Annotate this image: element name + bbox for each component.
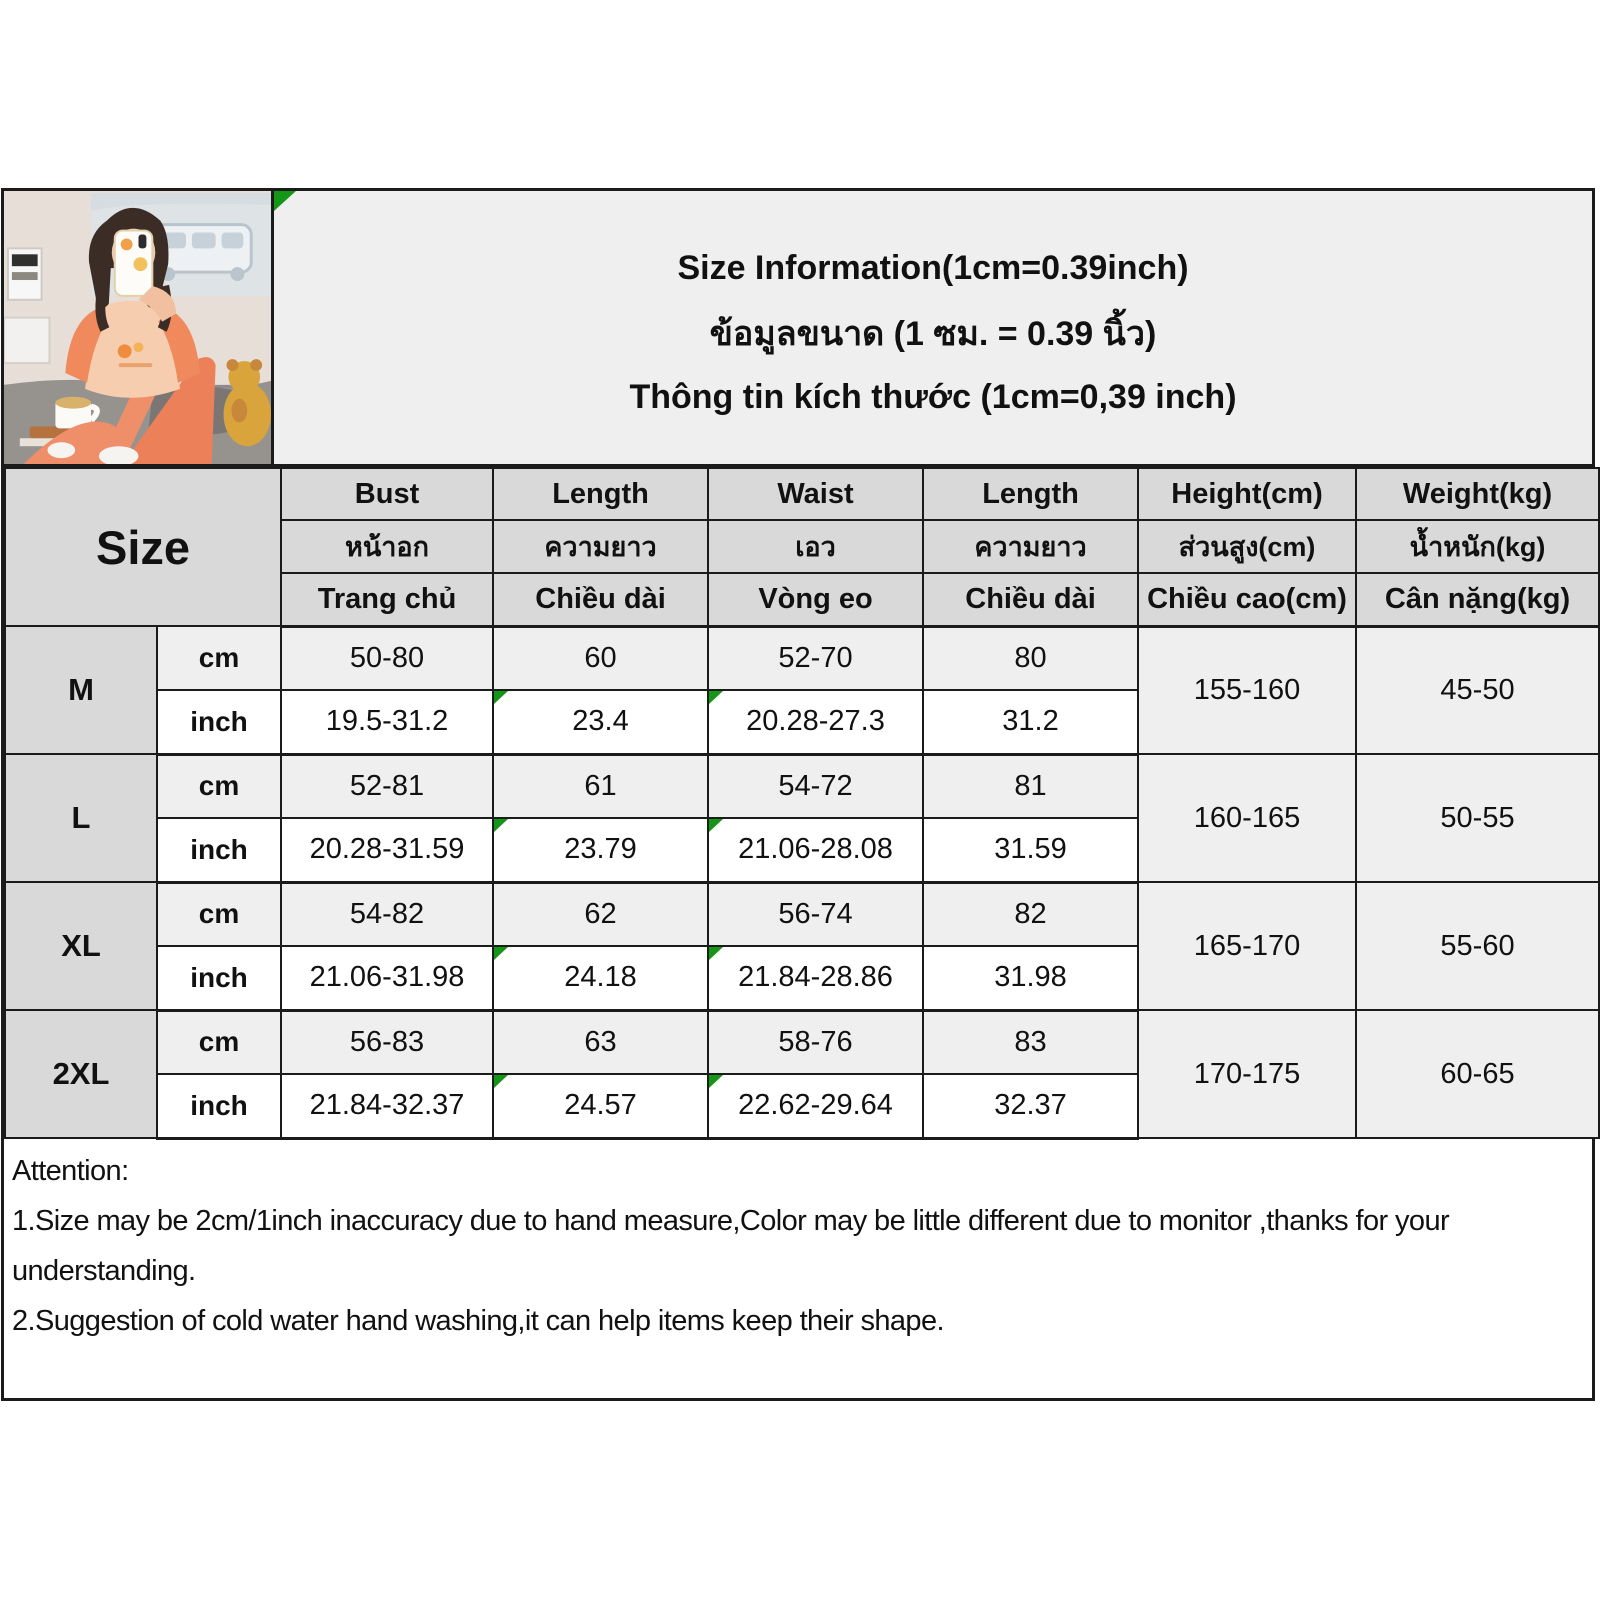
measurement-value: 24.57 (564, 1089, 637, 1122)
col-header-weight-vi: Cân nặng(kg) (1356, 573, 1599, 626)
weight-cell: 45-50 (1356, 626, 1599, 754)
unit-inch: inch (157, 818, 281, 882)
product-photo-illustration (4, 191, 271, 464)
product-photo (4, 191, 274, 464)
measurement-cell (708, 818, 923, 882)
col-header-length-vi: Chiều dài (493, 573, 708, 626)
measurement-cell: 56-74 (708, 882, 923, 946)
measurement-cell (493, 690, 708, 754)
col-header-length-en: Length (493, 468, 708, 520)
measurement-value: 22.62-29.64 (738, 1089, 893, 1122)
measurement-cell (708, 690, 923, 754)
title-english: Size Information(1cm=0.39inch) (677, 248, 1189, 287)
excel-error-marker-icon (709, 819, 723, 832)
size-header: Size (5, 468, 281, 626)
measurement-cell: 56-83 (281, 1010, 493, 1074)
attention-notes (4, 1140, 1592, 1398)
excel-error-marker-icon (494, 691, 508, 704)
measurement-cell: 31.98 (923, 946, 1138, 1010)
size-table (4, 467, 1600, 1140)
unit-cm: cm (157, 1010, 281, 1074)
excel-error-marker-icon (494, 1075, 508, 1088)
measurement-cell (493, 1074, 708, 1138)
measurement-cell (708, 946, 923, 1010)
measurement-value: 21.84-28.86 (738, 961, 893, 994)
unit-cm: cm (157, 882, 281, 946)
measurement-value: 24.18 (564, 961, 637, 994)
measurement-cell: 54-82 (281, 882, 493, 946)
excel-error-marker-icon (709, 1075, 723, 1088)
measurement-cell: 83 (923, 1010, 1138, 1074)
col-header-waist-en: Waist (708, 468, 923, 520)
title-block (274, 191, 1592, 464)
height-cell: 155-160 (1138, 626, 1356, 754)
size-label-l: L (5, 754, 157, 882)
unit-inch: inch (157, 1074, 281, 1138)
measurement-cell: 21.06-31.98 (281, 946, 493, 1010)
measurement-cell (493, 818, 708, 882)
height-cell: 165-170 (1138, 882, 1356, 1010)
col-header-height-th: ส่วนสูง(cm) (1138, 520, 1356, 573)
col-header-weight-th: น้ำหนัก(kg) (1356, 520, 1599, 573)
excel-error-marker-icon (709, 947, 723, 960)
title-vietnamese: Thông tin kích thước (1cm=0,39 inch) (629, 377, 1237, 416)
measurement-cell: 31.2 (923, 690, 1138, 754)
col-header-waist-th: เอว (708, 520, 923, 573)
excel-error-marker-icon (494, 947, 508, 960)
size-label-xl: XL (5, 882, 157, 1010)
measurement-value: 23.79 (564, 833, 637, 866)
attention-line-1: 1.Size may be 2cm/1inch inaccuracy due to hand measure,Color may be little different due to monitor ,thanks for your understanding. (12, 1204, 1450, 1287)
measurement-cell: 58-76 (708, 1010, 923, 1074)
height-cell: 170-175 (1138, 1010, 1356, 1138)
col-header-height-en: Height(cm) (1138, 468, 1356, 520)
col-header-weight-en: Weight(kg) (1356, 468, 1599, 520)
measurement-cell: 81 (923, 754, 1138, 818)
col-header-bust-en: Bust (281, 468, 493, 520)
attention-line-2: 2.Suggestion of cold water hand washing,it can help items keep their shape. (12, 1304, 944, 1337)
unit-inch: inch (157, 946, 281, 1010)
measurement-cell: 50-80 (281, 626, 493, 690)
height-cell: 160-165 (1138, 754, 1356, 882)
unit-cm: cm (157, 626, 281, 690)
col-header-length2-en: Length (923, 468, 1138, 520)
excel-error-marker-icon (494, 819, 508, 832)
size-chart-panel (1, 188, 1595, 1401)
measurement-value: 20.28-27.3 (746, 705, 885, 738)
attention-heading: Attention: (12, 1154, 129, 1187)
size-label-m: M (5, 626, 157, 754)
unit-cm: cm (157, 754, 281, 818)
measurement-value: 23.4 (572, 705, 629, 738)
col-header-height-vi: Chiều cao(cm) (1138, 573, 1356, 626)
green-corner-marker-icon (274, 191, 296, 211)
measurement-cell (493, 946, 708, 1010)
col-header-length2-th: ความยาว (923, 520, 1138, 573)
title-band (4, 191, 1592, 467)
measurement-cell: 60 (493, 626, 708, 690)
unit-inch: inch (157, 690, 281, 754)
weight-cell: 50-55 (1356, 754, 1599, 882)
measurement-cell: 31.59 (923, 818, 1138, 882)
measurement-cell: 21.84-32.37 (281, 1074, 493, 1138)
weight-cell: 55-60 (1356, 882, 1599, 1010)
col-header-waist-vi: Vòng eo (708, 573, 923, 626)
measurement-cell: 61 (493, 754, 708, 818)
measurement-value: 21.06-28.08 (738, 833, 893, 866)
weight-cell: 60-65 (1356, 1010, 1599, 1138)
measurement-cell: 19.5-31.2 (281, 690, 493, 754)
excel-error-marker-icon (709, 691, 723, 704)
measurement-cell: 80 (923, 626, 1138, 690)
measurement-cell: 52-70 (708, 626, 923, 690)
measurement-cell: 63 (493, 1010, 708, 1074)
measurement-cell: 20.28-31.59 (281, 818, 493, 882)
measurement-cell (708, 1074, 923, 1138)
col-header-length-th: ความยาว (493, 520, 708, 573)
col-header-length2-vi: Chiều dài (923, 573, 1138, 626)
measurement-cell: 52-81 (281, 754, 493, 818)
size-label-2xl: 2XL (5, 1010, 157, 1138)
title-thai: ข้อมูลขนาด (1 ซม. = 0.39 นิ้ว) (709, 314, 1157, 353)
measurement-cell: 82 (923, 882, 1138, 946)
measurement-cell: 32.37 (923, 1074, 1138, 1138)
col-header-bust-th: หน้าอก (281, 520, 493, 573)
col-header-bust-vi: Trang chủ (281, 573, 493, 626)
measurement-cell: 54-72 (708, 754, 923, 818)
measurement-cell: 62 (493, 882, 708, 946)
